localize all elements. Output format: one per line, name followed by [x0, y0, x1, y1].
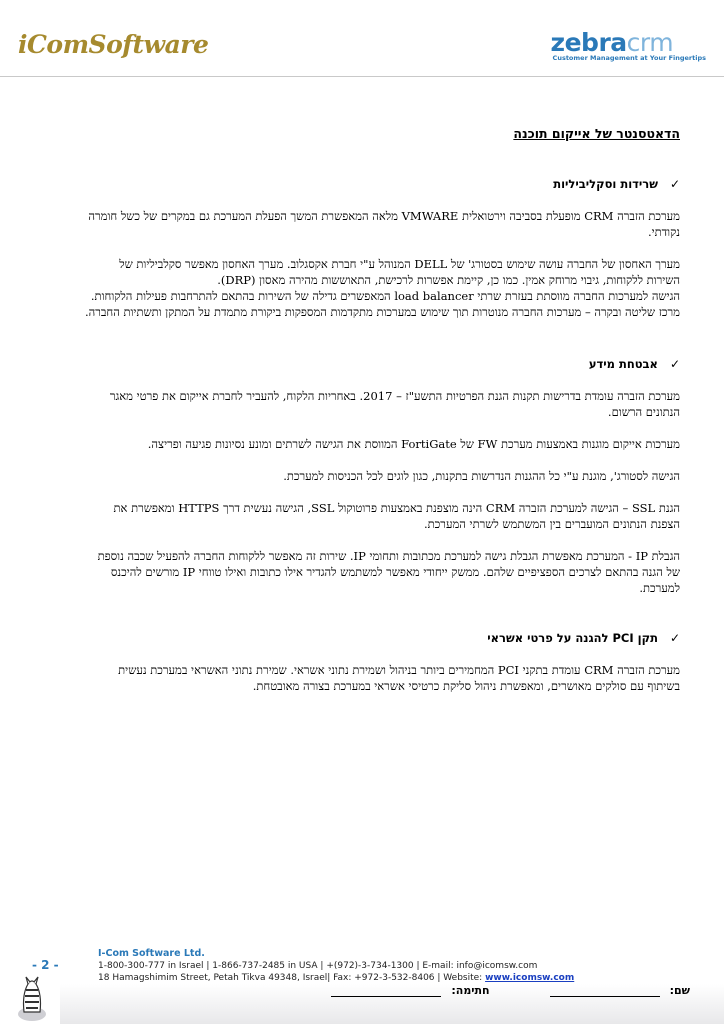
section-heading-info-security	[84, 356, 680, 372]
phone-line: 1-800-300-777 in Israel | 1-866-737-2485 in USA | +(972)-3-734-1300 | E-mail: info@icomsw.com	[98, 961, 538, 971]
zebra-crm-logo	[551, 28, 706, 62]
address-line	[98, 972, 718, 984]
page-number: - 2 -	[32, 958, 59, 972]
page-footer	[0, 940, 724, 1024]
zebra-crm-wordmark	[551, 28, 706, 57]
section-heading-text: שרידות וסקליביליות	[553, 177, 658, 191]
signature-line[interactable]	[331, 986, 441, 997]
document-body	[84, 126, 680, 710]
check-icon: ✓	[669, 631, 680, 645]
signature-label: חתימה:	[451, 984, 490, 997]
section-heading-text: אבטחת מידע	[588, 357, 658, 371]
page-header	[0, 0, 724, 80]
header-divider	[0, 76, 724, 77]
name-label: שם:	[669, 984, 690, 997]
contact-info	[98, 960, 718, 984]
paragraph: מערך האחסון של החברה עושה שימוש בסטורג' של DELL המנוהל ע"י חברת אקסגלוב. מערך האחסון מאפשר סקלביליות של השירות ללקוחות, גיבוי מרוחק אמין. כמו כן, קיימת אפשרות לרכישת, התאוששות מהירה מאסון (DRP).	[119, 257, 680, 287]
paragraph: מרכז שליטה ובקרה – מערכות החברה מנוטרות תוך שימוש במערכות מתקדמות המספקות ביקורת מתמדת על המתקן ותשתיות החברה.	[84, 305, 680, 319]
section-heading-text: תקן PCI להגנה על פרטי אשראי	[487, 631, 658, 645]
check-icon: ✓	[669, 177, 680, 191]
paragraph: מערכת הזברה CRM עומדת בתקני PCI המחמירים ביותר בניהול ושמירת נתוני אשראי. שמירת נתוני האשראי במערכת נעשית בשיתוף עם סולקים מאושרים, ומאפשרת ניהול סליקת כרטיסי אשראי במערכת בצורה מאובטחת.	[118, 663, 680, 693]
paragraph: הגבלת IP - המערכת מאפשרת הגבלת גישה למערכת מכתובות ותחומי IP. שירות זה מאפשר ללקוחות החברה להפעיל שכבה נוספת של הגנה בהתאם לצרכים הספציפיים שלהם. ממשק ייחודי מאפשר למשתמש להגדיר אילו כתובות ואילו טווחי IP מורשים להיכנס למערכת.	[97, 549, 680, 595]
crm-wordmark: crm	[626, 28, 674, 57]
paragraph: הגישה לסטורג', מוגנת ע"י כל ההגנות הנדרשות בתקנות, כגון לוגים לכל הכניסות למערכת.	[283, 469, 680, 483]
name-line[interactable]	[550, 986, 660, 997]
paragraph: מערכת הזברה עומדת בדרישות תקנות הגנת הפרטיות התשע"ז – 2017. באחריות הלקוח, להעביר לחברת אייקום את פרטי מאגר הנתונים הרשום.	[109, 389, 680, 419]
section-heading-resilience	[84, 176, 680, 192]
document-title: הדאטסנטר של אייקום תוכנה	[513, 126, 680, 141]
section-heading-pci	[84, 630, 680, 646]
section-gap	[84, 612, 680, 630]
signature-row	[210, 984, 690, 997]
section-gap	[84, 320, 680, 356]
website-link[interactable]: www.icomsw.com	[485, 973, 575, 983]
check-icon: ✓	[669, 357, 680, 371]
paragraph: הגישה למערכות החברה מווסתת בעזרת שרתי load balancer המאפשרים גדילה של השירות בהתאם להתרחבות פעילות הלקוחות.	[90, 289, 680, 303]
paragraph: הגנת SSL – הגישה למערכת הזברה CRM הינה מוצפנת באמצעות פרוטוקול SSL, הגישה נעשית דרך HTTPS ומאפשרת את הצפנת הנתונים המועברים בין המשתמש לשרתי המערכת.	[113, 501, 680, 531]
address-text: 18 Hamagshimim Street, Petah Tikva 49348, Israel| Fax: +972-3-532-8406 | Website:	[98, 973, 486, 983]
zebra-wordmark: zebra	[550, 28, 627, 57]
zebra-mascot-icon	[14, 974, 50, 1022]
icom-software-logo: iComSoftware	[18, 30, 209, 59]
zebra-tagline: Customer Management at Your Fingertips	[552, 54, 706, 62]
paragraph: מערכות אייקום מוגנות באמצעות מערכת FW של FortiGate המווסת את הגישה לשרתים ומונע נסיונות פגיעה ופריצה.	[147, 437, 680, 451]
paragraph: מערכת הזברה CRM מופעלת בסביבה וירטואלית VMWARE מלאה המאפשרת המשך הפעלת המערכת גם במקרים של כשל חומרה נקודתי.	[88, 209, 680, 239]
company-name: I-Com Software Ltd.	[98, 948, 205, 959]
